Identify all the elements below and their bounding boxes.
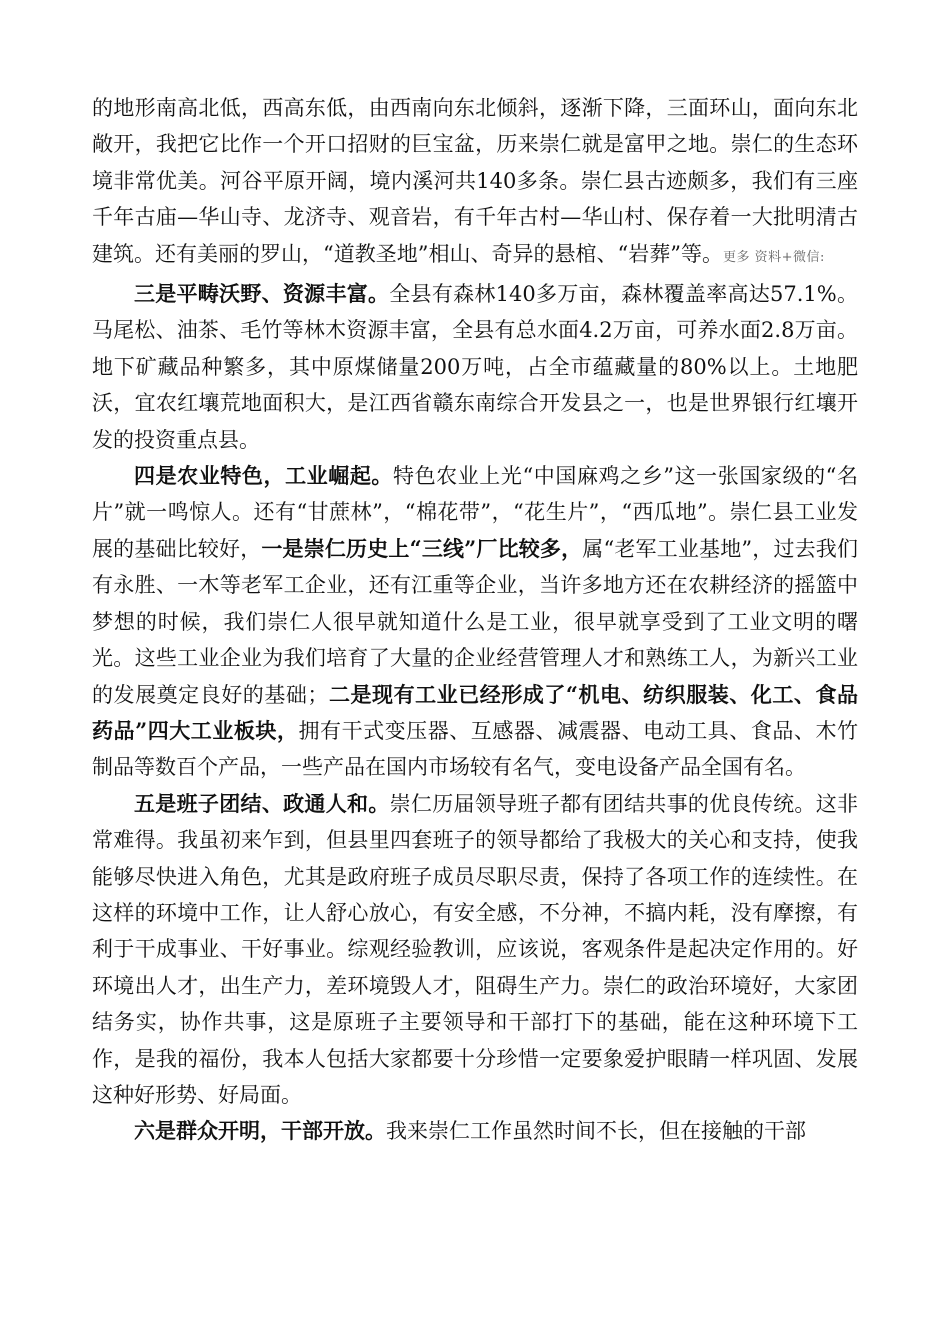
paragraph-lead: 四是农业特色，工业崛起。 — [134, 463, 393, 489]
paragraph-text: 拥有干式变压器、互感器、减震器、电动工具、食品、木竹制品等数百个产品，一些产品在国内市场较有名气，变电设备产品全国有名。 — [92, 718, 858, 780]
paragraph-text: 的地形南高北低，西高东低，由西南向东北倾斜，逐渐下降，三面环山，面向东北敞开，我把它比作一个开口招财的巨宝盆，历来崇仁就是富甲之地。崇仁的生态环境非常优美。河谷平原开阔，境内溪河共140多条。崇仁县古迹颇多，我们有三座千年古庙—华山寺、龙济寺、观音岩，有千年古村—华山村、保存着一大批明清古建筑。还有美丽的罗山，“道教圣地”相山、奇异的悬棺、“岩葬”等。 — [92, 96, 858, 266]
paragraph-agriculture-industry — [92, 458, 858, 786]
watermark-note: 更多 资料+微信: — [722, 249, 825, 265]
paragraph-text: 属“老军工业基地”，过去我们有永胜、一木等老军工企业，还有江重等企业，当许多地方还在农耕经济的摇篮中梦想的时候，我们崇仁人很早就知道什么是工业，很早就享受到了工业文明的曙光。这些工业企业为我们培育了大量的企业经营管理人才和熟练工人，为新兴工业的发展奠定良好的基础； — [92, 536, 858, 707]
paragraph-text: 崇仁历届领导班子都有团结共事的优良传统。这非常难得。我虽初来乍到，但县里四套班子的领导都给了我极大的关心和支持，使我能够尽快进入角色，尤其是政府班子成员尽职尽责，保持了各项工作的连续性。在这样的环境中工作，让人舒心放心，有安全感，不分神，不搞内耗，没有摩擦，有利于干成事业、干好事业。综观经验教训，应该说，客观条件是起决定作用的。好环境出人才，出生产力，差环境毁人才，阻碍生产力。崇仁的政治环境好，大家团结务实，协作共事，这是原班子主要领导和干部打下的基础，能在这种环境下工作，是我的福份，我本人包括大家都要十分珍惜一定要象爱护眼睛一样巩固、发展这种好形势、好局面。 — [92, 791, 859, 1107]
paragraph-geography — [92, 90, 858, 276]
paragraph-lead: 三是平畴沃野、资源丰富。 — [134, 281, 390, 307]
paragraph-emphasis: 一是崇仁历史上“三线”厂比较多， — [261, 535, 583, 561]
paragraph-text: 全县有森林140多万亩，森林覆盖率高达57.1%。马尾松、油茶、毛竹等林木资源丰富，全县有总水面4.2万亩，可养水面2.8万亩。地下矿藏品种繁多，其中原煤储量200万吨，占全市蕴藏量的80%以上。土地肥沃，宜农红壤荒地面积大，是江西省赣东南综合开发县之一，也是世界银行红壤开发的投资重点县。 — [92, 282, 858, 452]
paragraph-text: 特色农业上光“中国麻鸡之乡”这一张国家级的“名片”就一鸣惊人。还有“甘蔗林”，“棉花带”，“花生片”，“西瓜地”。崇仁县工业发展的基础比较好， — [92, 464, 858, 561]
paragraph-leadership — [92, 786, 858, 1114]
document-page — [92, 90, 858, 1150]
paragraph-resources — [92, 276, 858, 458]
paragraph-text: 我来崇仁工作虽然时间不长，但在接触的干部 — [386, 1119, 806, 1144]
paragraph-emphasis: 二是现有工业已经形成了“机电、纺织服装、化工、食品药品”四大工业板块， — [92, 681, 858, 743]
paragraph-lead: 六是群众开明，干部开放。 — [134, 1118, 386, 1144]
paragraph-people — [92, 1113, 858, 1149]
paragraph-lead: 五是班子团结、政通人和。 — [134, 790, 390, 816]
